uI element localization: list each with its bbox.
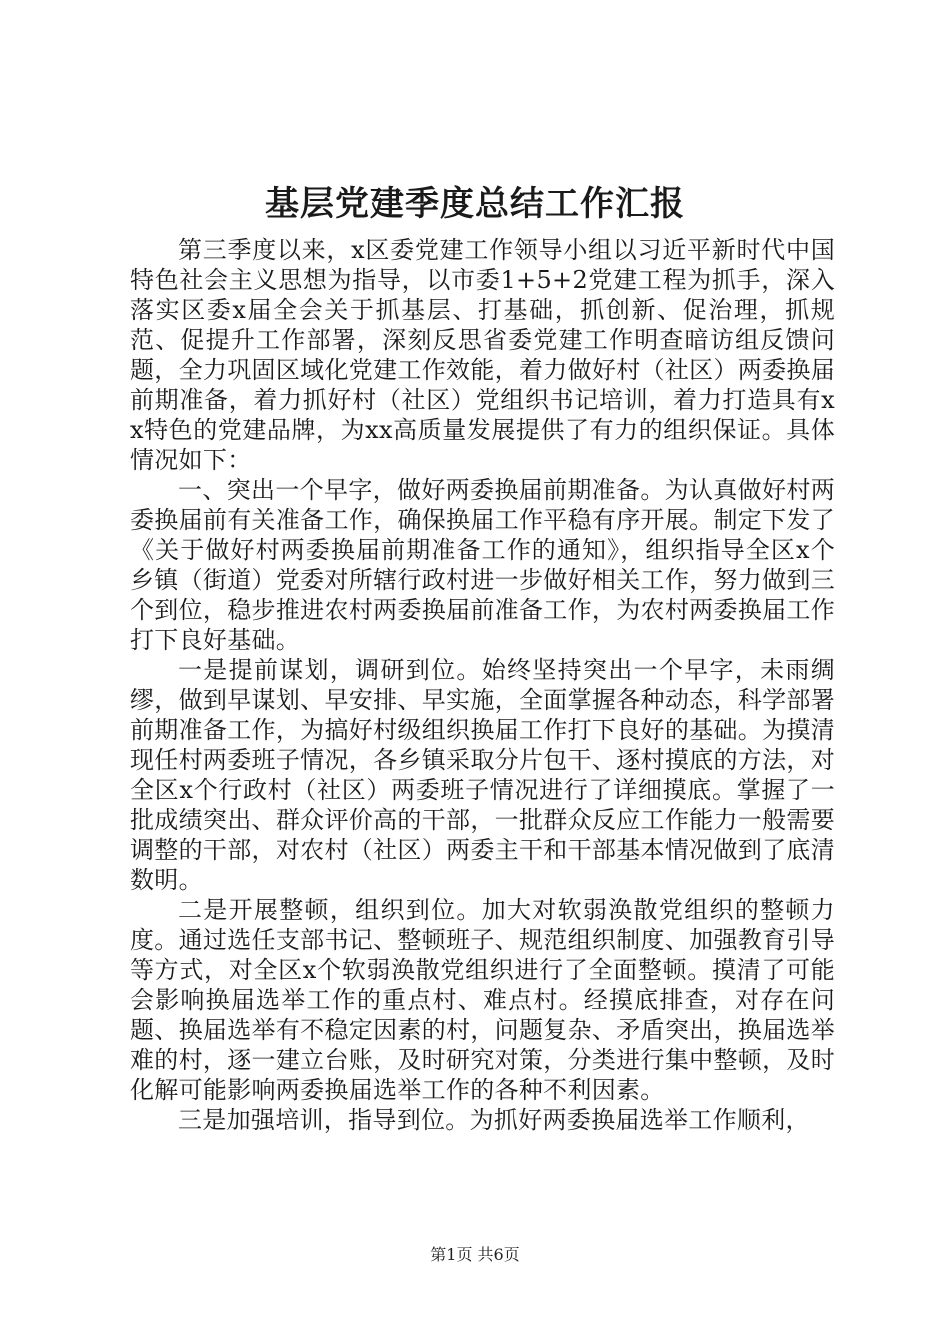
paragraph-intro: 第三季度以来，x区委党建工作领导小组以习近平新时代中国特色社会主义思想为指导，以市委1+5+2党建工程为抓手，深入落实区委x届全会关于抓基层、打基础，抓创新、促治理，抓规范、促提升工作部署，深刻反思省委党建工作明查暗访组反馈问题，全力巩固区域化党建工作效能，着力做好村（社区）两委换届前期准备，着力抓好村（社区）党组织书记培训，着力打造具有xx特色的党建品牌，为xx高质量发展提供了有力的组织保证。具体情况如下： <box>130 236 835 474</box>
document-body <box>130 235 835 1135</box>
paragraph-point-1: 一是提前谋划，调研到位。始终坚持突出一个早字，未雨绸缪，做到早谋划、早安排、早实施，全面掌握各种动态，科学部署前期准备工作，为搞好村级组织换届工作打下良好的基础。为摸清现任村两委班子情况，各乡镇采取分片包干、逐村摸底的方法，对全区x个行政村（社区）两委班子情况进行了详细摸底。掌握了一批成绩突出、群众评价高的干部，一批群众反应工作能力一般需要调整的干部，对农村（社区）两委主干和干部基本情况做到了底清数明。 <box>130 656 835 894</box>
paragraph-point-3: 三是加强培训，指导到位。为抓好两委换届选举工作顺利， <box>178 1106 810 1134</box>
page-number-footer: 第1页 共6页 <box>430 1245 520 1264</box>
paragraph-point-2: 二是开展整顿，组织到位。加大对软弱涣散党组织的整顿力度。通过选任支部书记、整顿班子、规范组织制度、加强教育引导等方式，对全区x个软弱涣散党组织进行了全面整顿。摸清了可能会影响换届选举工作的重点村、难点村。经摸底排查，对存在问题、换届选举有不稳定因素的村，问题复杂、矛盾突出，换届选举难的村，逐一建立台账，及时研究对策，分类进行集中整顿，及时化解可能影响两委换届选举工作的各种不利因素。 <box>130 896 835 1104</box>
paragraph-section-1: 一、突出一个早字，做好两委换届前期准备。为认真做好村两委换届前有关准备工作，确保换届工作平稳有序开展。制定下发了《关于做好村两委换届前期准备工作的通知》，组织指导全区x个乡镇（街道）党委对所辖行政村进一步做好相关工作，努力做到三个到位，稳步推进农村两委换届前准备工作，为农村两委换届工作打下良好基础。 <box>130 476 835 654</box>
document-title: 基层党建季度总结工作汇报 <box>265 184 685 224</box>
